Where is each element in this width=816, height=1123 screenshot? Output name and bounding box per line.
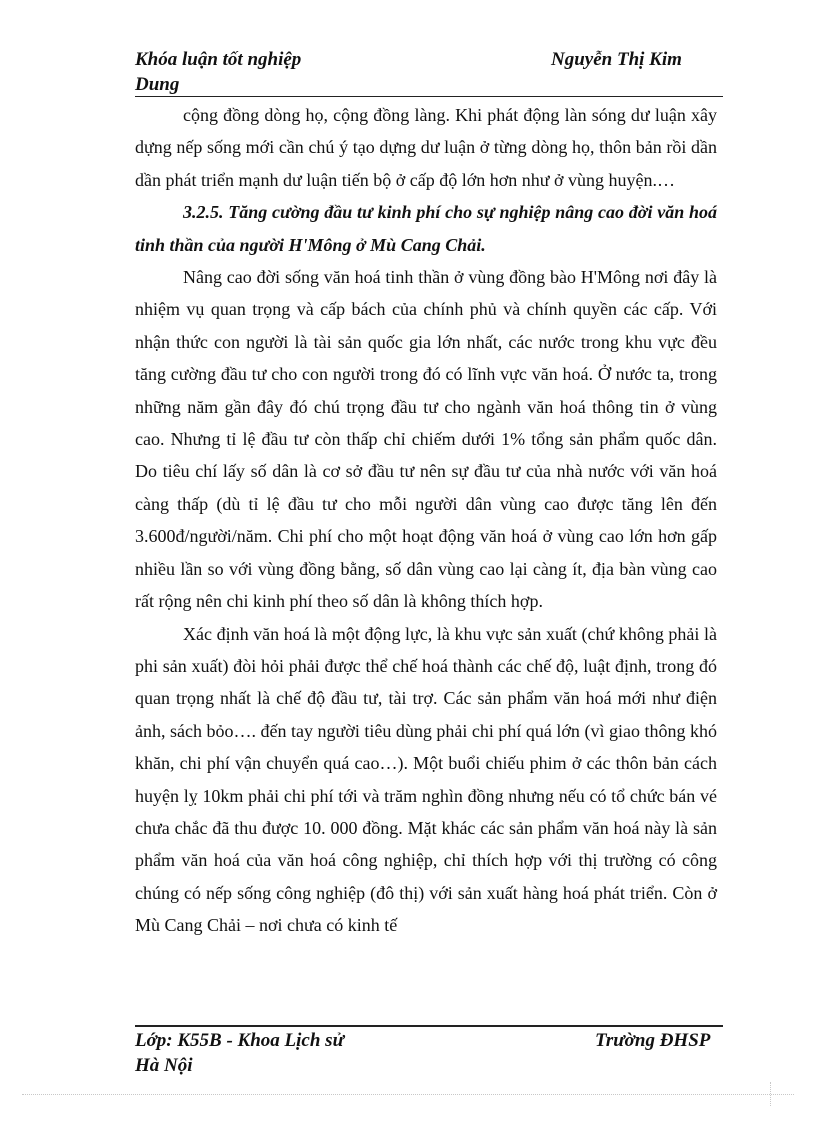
page-footer	[135, 1030, 723, 1080]
header-divider	[135, 96, 723, 97]
footer-university: Trường ĐHSP	[595, 1030, 711, 1051]
page-edge-dotted-line	[22, 1094, 794, 1095]
page-corner-dotted-mark	[770, 1082, 771, 1106]
page-header	[135, 49, 723, 97]
paragraph-3: Xác định văn hoá là một động lực, là khu vực sản xuất (chứ không phải là phi sản xuất) đòi hỏi phải được thể chế hoá thành các chế độ, luật định, trong đó quan trọng nhất là chế độ đầu tư, tài trợ. Các sản phẩm văn hoá mới như điện ảnh, sách bỏo…. đến tay người tiêu dùng phải chi phí quá lớn (vì giao thông khó khăn, chi phí vận chuyển quá cao…). Một buổi chiếu phim ở các thôn bản cách huyện lỵ 10km phải chi phí tới và trăm nghìn đồng nhưng nếu có tổ chức bán vé chưa chắc đã thu được 10. 000 đồng. Mặt khác các sản phẩm văn hoá này là sản phẩm văn hoá của văn hoá công nghiệp, chỉ thích hợp với thị trường có công chúng có nếp sống công nghiệp (đô thị) với sản xuất hàng hoá phát triển. Còn ở Mù Cang Chải – nơi chưa có kinh tế	[135, 623, 717, 936]
footer-class-label: Lớp: K55B - Khoa Lịch sử	[135, 1030, 344, 1051]
header-author-name: Nguyễn Thị Kim	[551, 49, 682, 70]
footer-university-continuation: Hà Nội	[135, 1055, 193, 1076]
header-author-continuation: Dung	[135, 74, 180, 95]
footer-divider	[135, 1025, 723, 1027]
paragraph-2: Nâng cao đời sống văn hoá tinh thần ở vùng đồng bào H'Mông nơi đây là nhiệm vụ quan trọng và cấp bách của chính phủ và chính quyền các cấp. Với nhận thức con người là tài sản quốc gia lớn nhất, các nước trong khu vực đều tăng cường đầu tư cho con người trong đó có lĩnh vực văn hoá. Ở nước ta, trong những năm gần đây đó chú trọng đầu tư cho ngành văn hoá thông tin ở vùng cao. Nhưng tỉ lệ đầu tư còn thấp chỉ chiếm dưới 1% tổng sản phẩm quốc dân. Do tiêu chí lấy số dân là cơ sở đầu tư nên sự đầu tư của nhà nước với văn hoá càng thấp (dù tỉ lệ đầu tư cho mỗi người dân vùng cao được tăng lên đến 3.600đ/người/năm. Chi phí cho một hoạt động văn hoá ở vùng cao lớn hơn gấp nhiều lần so với vùng đồng bằng, số dân vùng cao lại càng ít, địa bàn vùng cao rất rộng nên chi kinh phí theo số dân là không thích hợp.	[135, 267, 717, 612]
section-heading: 3.2.5. Tăng cường đầu tư kinh phí cho sự nghiệp nâng cao đời văn hoá tinh thần của người H'Mông ở Mù Cang Chải.	[135, 202, 717, 255]
paragraph-1: cộng đồng dòng họ, cộng đồng làng. Khi phát động làn sóng dư luận xây dựng nếp sống mới cần chú ý tạo dựng dư luận ở từng dòng họ, thôn bản rồi dần dần phát triển mạnh dư luận tiến bộ ở cấp độ lớn hơn như ở vùng huyện.…	[135, 105, 717, 190]
header-thesis-label: Khóa luận tốt nghiệp	[135, 49, 302, 70]
document-body	[135, 99, 717, 942]
